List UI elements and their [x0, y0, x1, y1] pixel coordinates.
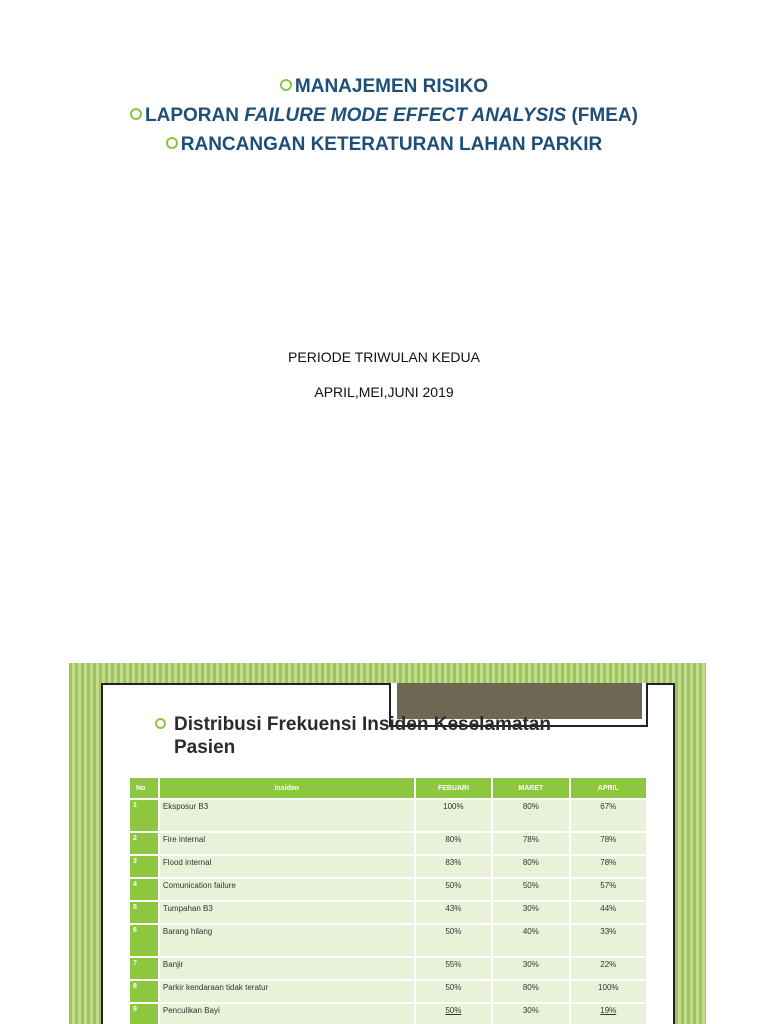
cell-maret: 30% [493, 958, 568, 979]
cell-febuari: 50% [416, 981, 492, 1002]
cell-febuari: 50% [416, 925, 492, 956]
cell-febuari: 50% [416, 879, 492, 900]
incident-table [128, 776, 648, 1024]
table-row [130, 800, 646, 831]
cell-maret: 80% [493, 981, 568, 1002]
title-line-2: LAPORAN FAILURE MODE EFFECT ANALYSIS (FMEA) [0, 101, 768, 130]
cell-april: 19% [571, 1004, 646, 1024]
col-header-april: APRIL [571, 778, 646, 798]
cell-insiden: Comunication failure [160, 879, 414, 900]
ring-bullet-icon [155, 718, 166, 729]
table-row [130, 902, 646, 923]
cell-april: 44% [571, 902, 646, 923]
cell-febuari: 80% [416, 833, 492, 854]
col-header-maret: MARET [493, 778, 568, 798]
cell-no: 1 [130, 800, 158, 831]
table-row [130, 833, 646, 854]
cell-insiden: Eksposur B3 [160, 800, 414, 831]
table-row [130, 958, 646, 979]
slide-content [101, 683, 675, 1024]
cell-insiden: Parkir kendaraan tidak teratur [160, 981, 414, 1002]
embedded-slide [69, 663, 706, 1024]
cell-maret: 80% [493, 856, 568, 877]
cell-maret: 78% [493, 833, 568, 854]
cell-no: 9 [130, 1004, 158, 1024]
cell-insiden: Flood internal [160, 856, 414, 877]
cell-febuari: 50% [416, 1004, 492, 1024]
cell-april: 78% [571, 833, 646, 854]
table-row [130, 981, 646, 1002]
col-header-no: No [130, 778, 158, 798]
title-line-3: RANCANGAN KETERATURAN LAHAN PARKIR [0, 130, 768, 159]
ring-bullet-icon [130, 108, 142, 120]
document-title [0, 72, 768, 159]
cell-maret: 80% [493, 800, 568, 831]
cell-april: 67% [571, 800, 646, 831]
cell-insiden: Penculikan Bayi [160, 1004, 414, 1024]
table-row [130, 925, 646, 956]
cell-maret: 50% [493, 879, 568, 900]
col-header-insiden: Insiden [160, 778, 414, 798]
table-row [130, 879, 646, 900]
ring-bullet-icon [166, 137, 178, 149]
cell-febuari: 100% [416, 800, 492, 831]
table-header-row [130, 778, 646, 798]
cell-april: 57% [571, 879, 646, 900]
cell-no: 8 [130, 981, 158, 1002]
ring-bullet-icon [280, 79, 292, 91]
col-header-febuari: FEBUARI [416, 778, 492, 798]
cell-april: 100% [571, 981, 646, 1002]
table-row [130, 1004, 646, 1024]
cell-no: 4 [130, 879, 158, 900]
cell-insiden: Tumpahan B3 [160, 902, 414, 923]
cell-no: 2 [130, 833, 158, 854]
title-line-1: MANAJEMEN RISIKO [0, 72, 768, 101]
cell-insiden: Banjir [160, 958, 414, 979]
period-months: APRIL,MEI,JUNI 2019 [314, 384, 454, 400]
cell-maret: 30% [493, 1004, 568, 1024]
cell-febuari: 43% [416, 902, 492, 923]
slide-heading: Distribusi Frekuensi Insiden Keselamatan Pasien [155, 713, 655, 759]
cell-insiden: Fire internal [160, 833, 414, 854]
cell-no: 3 [130, 856, 158, 877]
cell-no: 5 [130, 902, 158, 923]
cell-maret: 40% [493, 925, 568, 956]
cell-no: 7 [130, 958, 158, 979]
cell-febuari: 83% [416, 856, 492, 877]
cell-maret: 30% [493, 902, 568, 923]
cell-april: 78% [571, 856, 646, 877]
cell-no: 6 [130, 925, 158, 956]
table-row [130, 856, 646, 877]
period-label: PERIODE TRIWULAN KEDUA [288, 349, 480, 365]
cell-april: 22% [571, 958, 646, 979]
cell-insiden: Barang hilang [160, 925, 414, 956]
cell-febuari: 55% [416, 958, 492, 979]
cell-april: 33% [571, 925, 646, 956]
